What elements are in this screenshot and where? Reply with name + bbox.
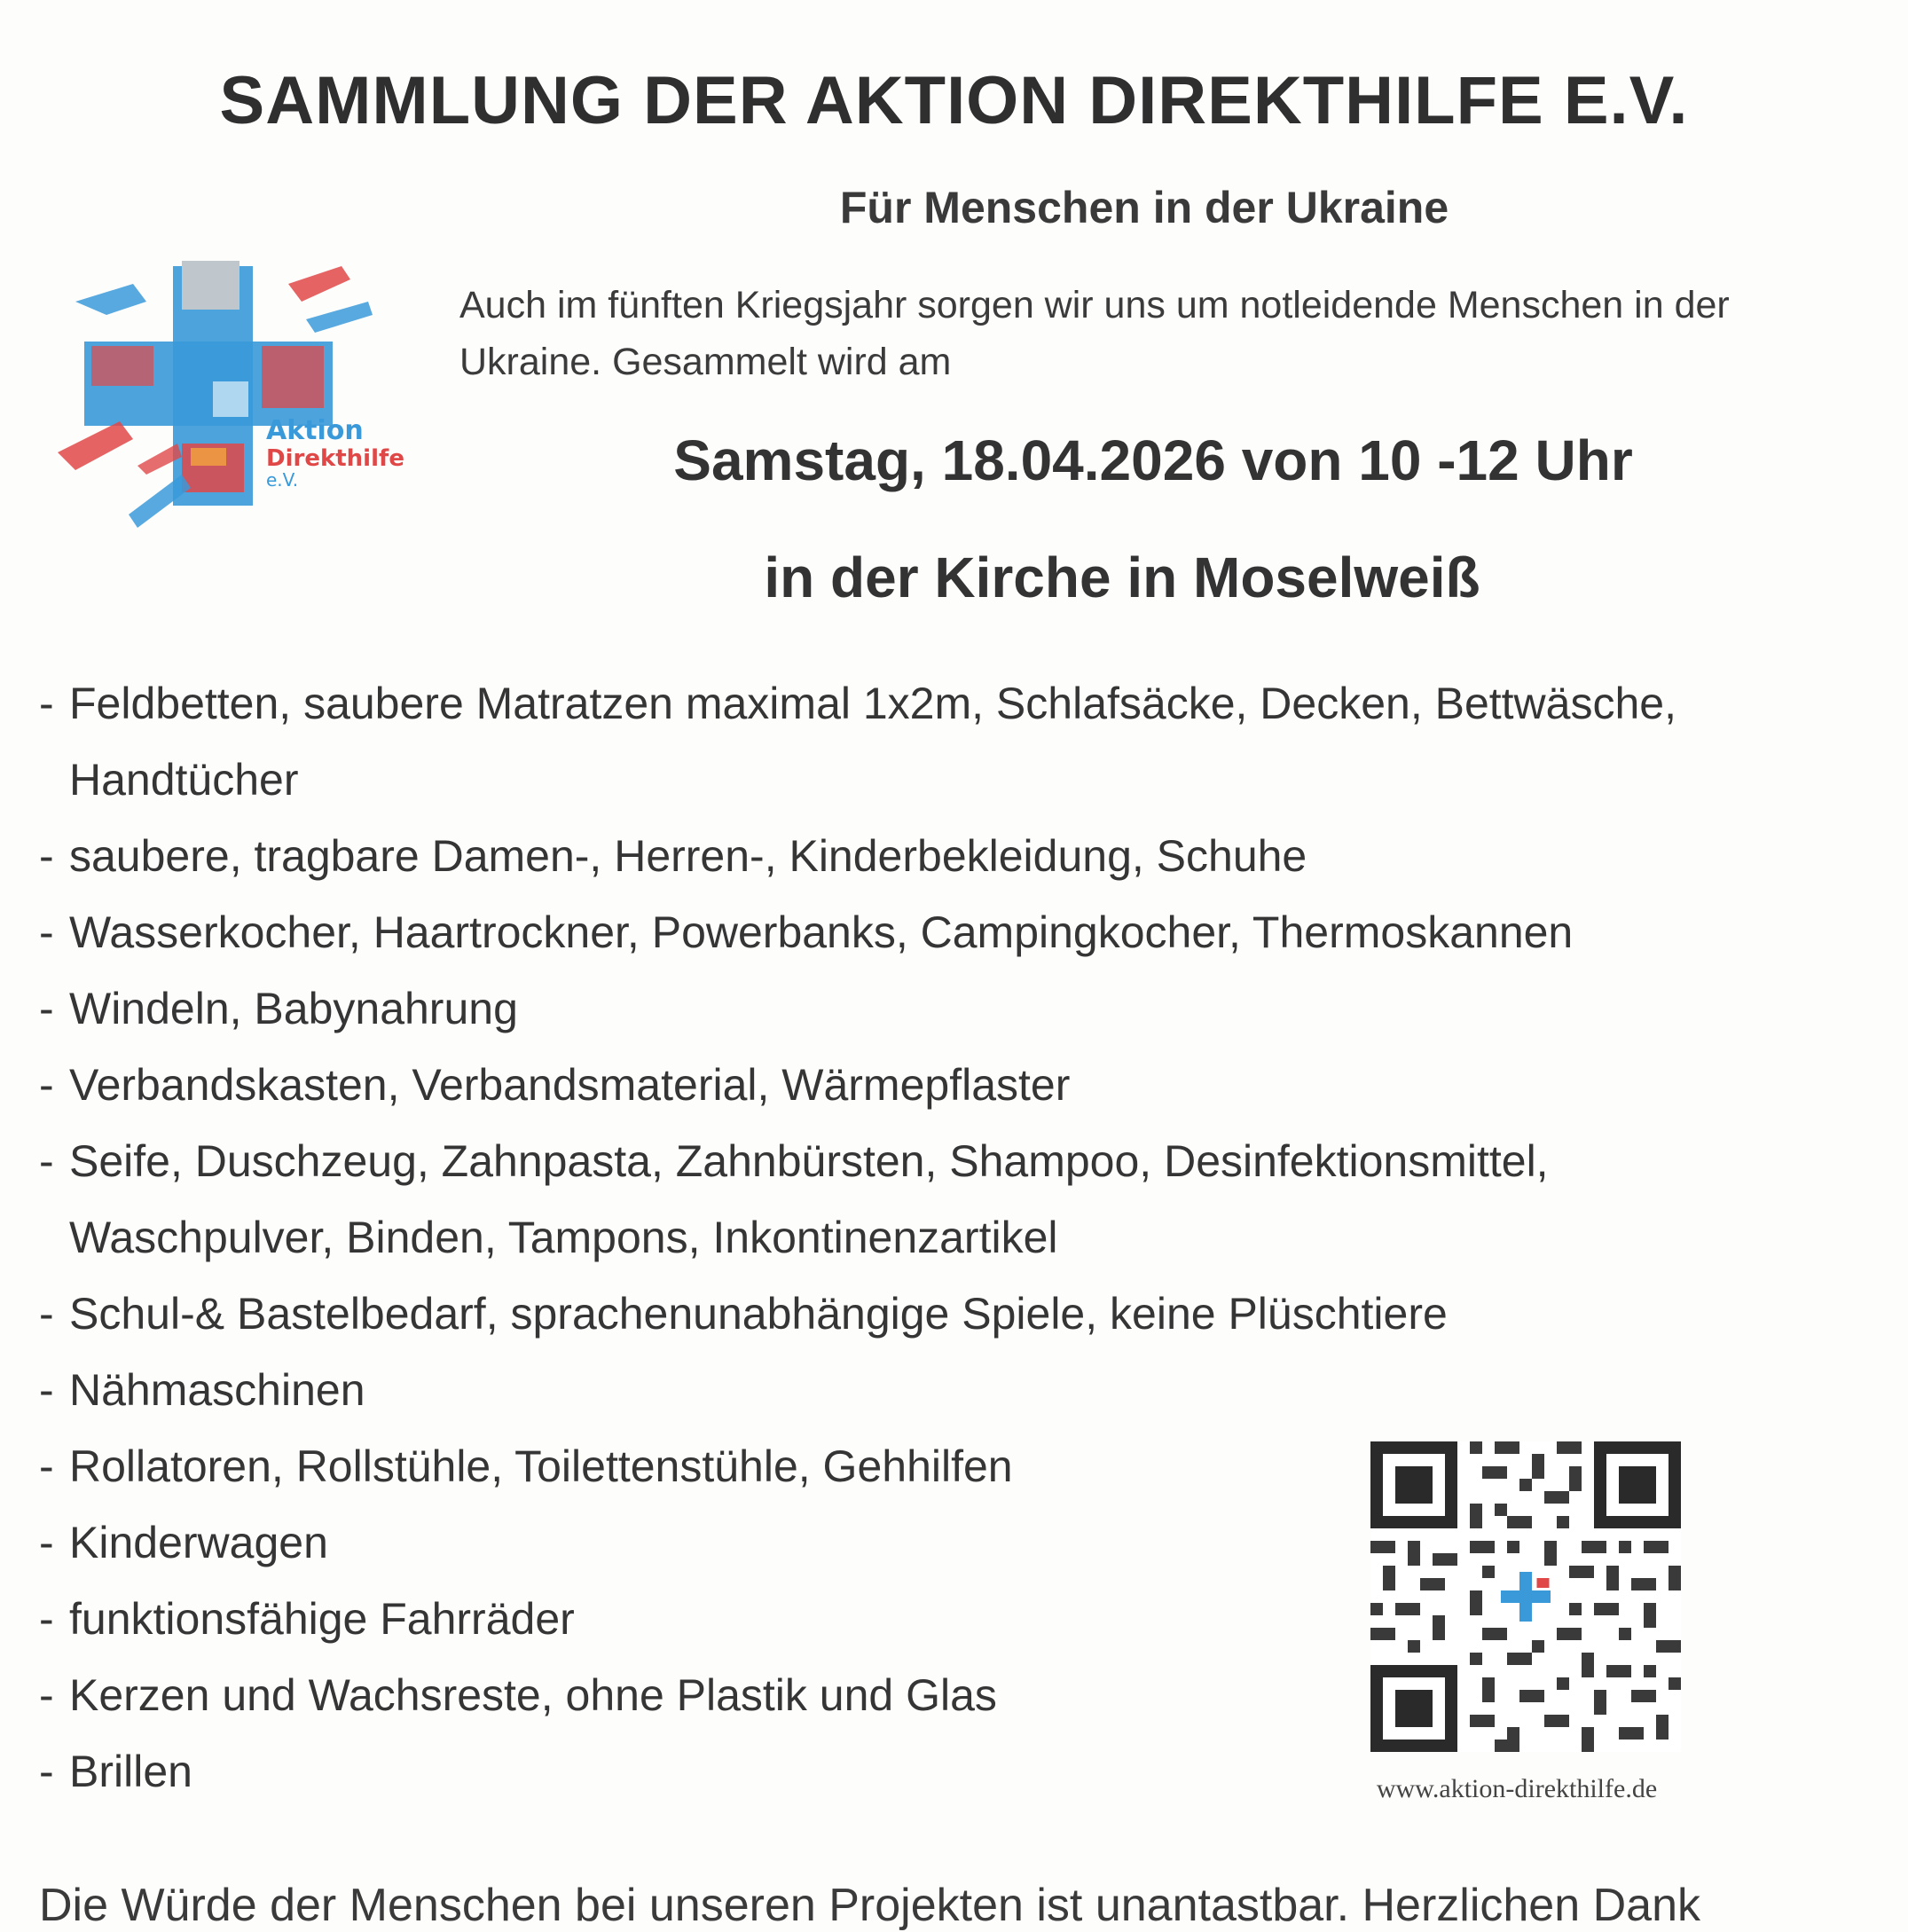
event-place: in der Kirche in Moselweiß	[764, 546, 1480, 609]
item-text: Kerzen und Wachsreste, ohne Plastik und Glas	[69, 1670, 997, 1720]
bullet-dash: -	[39, 1670, 54, 1720]
document-subtitle: Für Menschen in der Ukraine	[839, 183, 1449, 232]
closing-text: Die Würde der Menschen bei unseren Projekten ist unantastbar. Herzlichen Dank	[39, 1880, 1700, 1931]
list-item	[39, 894, 1884, 970]
list-item	[39, 1276, 1884, 1352]
list-item	[39, 1352, 1884, 1428]
item-text: Rollatoren, Rollstühle, Toilettenstühle, Gehhilfen	[69, 1441, 1013, 1491]
item-text: Feldbetten, saubere Matratzen maximal 1x2m, Schlafsäcke, Decken, Bettwäsche,	[69, 679, 1676, 728]
logo-text-line2: Direkthilfe	[266, 445, 404, 472]
bullet-dash: -	[39, 1060, 54, 1110]
list-item	[39, 665, 1884, 818]
aktion-direkthilfe-logo	[49, 248, 430, 541]
bullet-dash: -	[39, 1365, 54, 1415]
bullet-dash: -	[39, 907, 54, 957]
bullet-dash: -	[39, 1289, 54, 1339]
intro-line: Ukraine. Gesammelt wird am	[459, 341, 952, 383]
intro-paragraph	[459, 277, 1879, 390]
bullet-dash: -	[39, 1747, 54, 1796]
bullet-dash: -	[39, 679, 54, 728]
item-text: funktionsfähige Fahrräder	[69, 1594, 575, 1644]
bullet-dash: -	[39, 1518, 54, 1567]
item-text: Wasserkocher, Haartrockner, Powerbanks, Campingkocher, Thermoskannen	[69, 907, 1574, 957]
event-date: Samstag, 18.04.2026 von 10 -12 Uhr	[673, 428, 1633, 492]
item-text-continued: Handtücher	[69, 755, 299, 805]
list-item	[39, 818, 1884, 894]
item-text: Schul-& Bastelbedarf, sprachenunabhängige Spiele, keine Plüschtiere	[69, 1289, 1448, 1339]
list-item	[39, 1123, 1884, 1276]
item-text: Nähmaschinen	[69, 1365, 365, 1415]
bullet-dash: -	[39, 1136, 54, 1186]
item-text: Seife, Duschzeug, Zahnpasta, Zahnbürsten, Shampoo, Desinfektionsmittel,	[69, 1136, 1549, 1186]
item-text: saubere, tragbare Damen-, Herren-, Kinderbekleidung, Schuhe	[69, 831, 1307, 881]
bullet-dash: -	[39, 831, 54, 881]
logo-text-line1: Aktion	[266, 415, 364, 446]
bullet-dash: -	[39, 1441, 54, 1491]
logo-text-line3: e.V.	[266, 469, 299, 491]
item-text: Kinderwagen	[69, 1518, 328, 1567]
item-text: Windeln, Babynahrung	[69, 984, 518, 1033]
bullet-dash: -	[39, 1594, 54, 1644]
list-item	[39, 1047, 1884, 1123]
document-title: SAMMLUNG DER AKTION DIREKTHILFE E.V.	[219, 63, 1689, 138]
website-url[interactable]: www.aktion-direkthilfe.de	[1376, 1774, 1658, 1803]
intro-line: Auch im fünften Kriegsjahr sorgen wir uns um notleidende Menschen in der	[459, 284, 1730, 326]
list-item	[39, 970, 1884, 1047]
item-text: Verbandskasten, Verbandsmaterial, Wärmepflaster	[69, 1060, 1071, 1110]
item-text-continued: Waschpulver, Binden, Tampons, Inkontinenzartikel	[69, 1213, 1058, 1262]
qr-code[interactable]	[1370, 1441, 1681, 1752]
bullet-dash: -	[39, 984, 54, 1033]
item-text: Brillen	[69, 1747, 192, 1796]
